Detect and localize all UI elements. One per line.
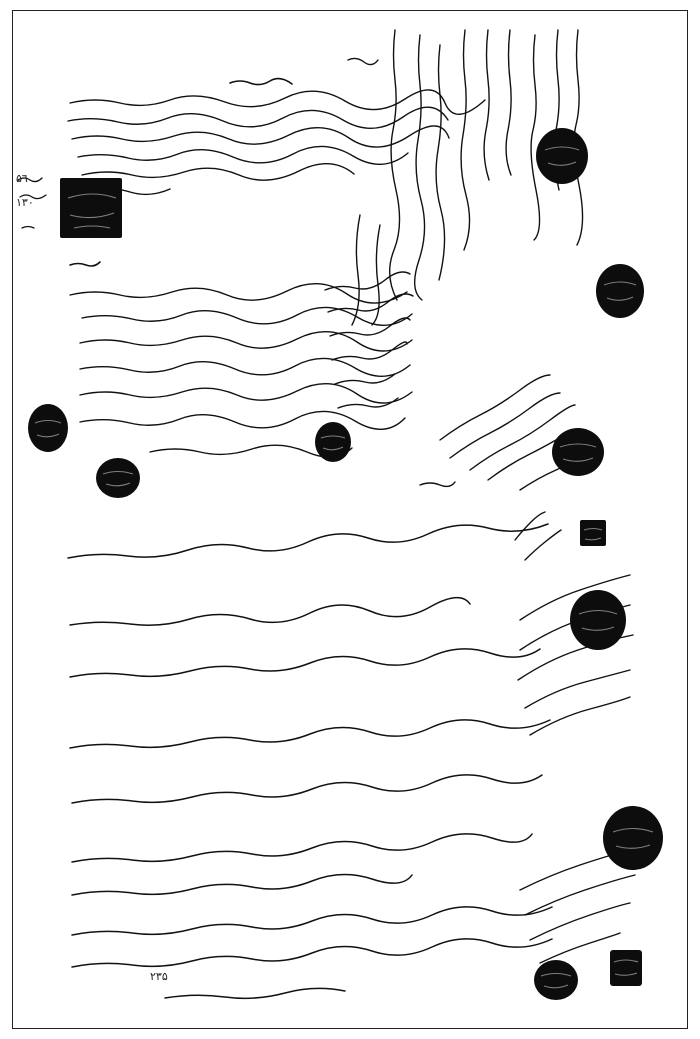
middle-left-decree — [70, 262, 412, 457]
ink-line — [72, 907, 552, 935]
square-seal-bottom-right — [610, 950, 642, 986]
ink-line — [72, 939, 552, 967]
ink-line — [525, 530, 561, 560]
ink-line — [325, 272, 410, 290]
oval-seal-right-middle — [552, 428, 604, 476]
margin-mark-2: ۱۳۰ — [16, 196, 34, 209]
footer-number: ۲۳۵ — [150, 970, 168, 983]
oval-seal-bottom-center — [534, 960, 578, 1000]
ink-line — [525, 875, 635, 915]
ink-line — [72, 834, 532, 862]
ink-line — [70, 262, 100, 266]
ink-line — [390, 30, 400, 300]
ink-line — [530, 697, 630, 735]
ink-line — [420, 482, 455, 486]
ink-line — [70, 649, 540, 677]
ink-line — [461, 30, 469, 250]
ink-line — [80, 411, 405, 429]
oval-seal-middle-left-2 — [96, 458, 140, 498]
ink-line — [70, 284, 407, 303]
ink-line — [230, 79, 292, 85]
square-seal-top-left — [60, 178, 122, 238]
ink-line — [531, 35, 539, 240]
ink-line — [165, 988, 345, 998]
top-left-decree — [68, 79, 485, 195]
ink-line — [78, 146, 408, 164]
oval-seal-top-right-2 — [596, 264, 644, 318]
right-diagonal-note — [420, 375, 586, 490]
ink-line — [540, 933, 620, 963]
ink-line — [332, 342, 407, 360]
ink-line — [80, 358, 410, 376]
center-diagonal-note — [325, 215, 413, 408]
ink-line — [68, 524, 548, 558]
oval-seal-middle-left — [28, 404, 68, 452]
ink-line — [80, 384, 412, 403]
margin-mark-1: ۵٦ — [16, 172, 28, 185]
ink-line — [70, 598, 470, 626]
ink-line — [348, 58, 378, 64]
main-body-lines — [68, 524, 552, 998]
oval-seal-right-lower — [570, 590, 626, 650]
oval-seal-top-right-1 — [536, 128, 588, 184]
ink-line — [415, 35, 425, 300]
ink-line — [70, 720, 550, 748]
ink-line — [484, 30, 489, 180]
oval-seal-bottom-right — [603, 806, 663, 870]
ink-line — [70, 90, 485, 114]
bottom-right-note — [520, 850, 635, 963]
square-seal-right-middle — [580, 520, 606, 546]
ink-line — [82, 164, 354, 180]
ink-line — [72, 775, 542, 803]
ink-line — [68, 107, 448, 128]
ink-line — [436, 45, 444, 280]
ink-line — [330, 318, 410, 336]
ink-mark — [22, 227, 34, 229]
oval-seal-center — [315, 422, 351, 462]
ink-line — [506, 30, 511, 175]
ink-line — [72, 874, 412, 895]
